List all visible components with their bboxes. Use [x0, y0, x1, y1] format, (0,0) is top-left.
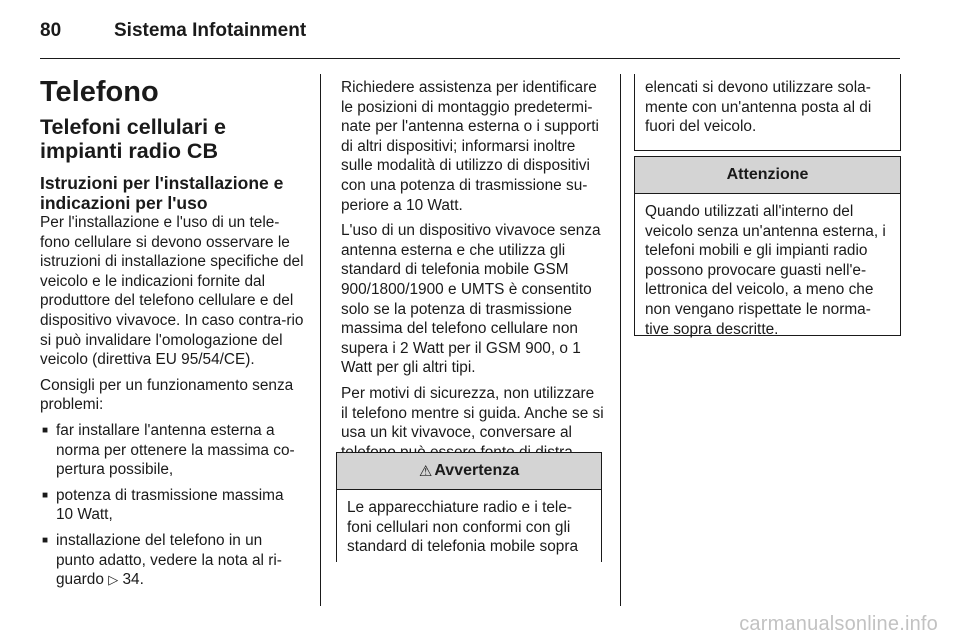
warning-title: Avvertenza [434, 462, 520, 479]
header-rule [40, 58, 900, 59]
list-item: ■ potenza di trasmissione massima 10 Watt, [40, 486, 304, 525]
paragraph-tips-intro: Consigli per un funzionamento senza problemi: [40, 376, 294, 414]
subsection-heading: Istruzioni per l'installazione e indicazioni per l'uso [40, 173, 284, 213]
section-title: Sistema Infotainment [114, 20, 307, 41]
continued-warning-text: elencati si devono utilizzare sola-mente con un'antenna posta al di fuori del veicolo. [645, 79, 872, 136]
column-divider-1 [320, 74, 321, 606]
warning-triangle-icon: ⚠ [418, 463, 433, 480]
page-reference[interactable]: 34. [122, 571, 144, 589]
page-reference-icon: ▷ [108, 572, 119, 588]
attention-text: Quando utilizzati all'interno del veicolo senza un'antenna esterna, i telefoni mobili e gli impianti radio possono provocare guasti nell'e-lettronica del veicolo, a meno che non vengano rispettate le norma-tive sopra descritte. [645, 203, 886, 338]
column-1 [40, 76, 304, 596]
list-item [40, 531, 304, 590]
attention-title: Attenzione [726, 166, 809, 183]
column-2 [341, 78, 605, 488]
page-header [40, 20, 306, 42]
warning-text: Le apparecchiature radio e i tele-foni cellulari non conformi con gli standard di telefonia mobile sopra [347, 499, 579, 556]
continued-warning-box [634, 74, 901, 151]
warning-box-header [337, 453, 601, 490]
attention-box-header [635, 157, 900, 194]
attention-box [634, 156, 901, 336]
watermark: carmanualsonline.info [739, 613, 938, 635]
page-number: 80 [40, 20, 62, 41]
chapter-heading: Telefono [40, 76, 159, 108]
tips-list [40, 421, 304, 590]
paragraph-safety: Per motivi di sicurezza, non utilizzare il telefono mentre si guida. Anche se si usa un kit vivavoce, conversare al [341, 384, 604, 442]
section-heading: Telefoni cellulari e impianti radio CB [40, 115, 226, 163]
paragraph-assistance: Richiedere assistenza per identificare le posizioni di montaggio predetermi-nate per l'antenna esterna o i supporti di altri dispositivi; informarsi inoltre sulle modalità di utilizzo di dispositivi con una potenza di trasmissione su-periore a 10 Watt. [341, 79, 599, 214]
column-divider-2 [620, 74, 621, 606]
list-item: ■ far installare l'antenna esterna a norma per ottenere la massima co-pertura possibile, [40, 421, 304, 480]
warning-box [336, 452, 602, 562]
paragraph-handsfree: L'uso di un dispositivo vivavoce senza antenna esterna e che utilizza gli standard di telefonia mobile GSM 900/1800/1900 e UMTS è consentito solo se la potenza di trasmissione massima del telefono cellulare non supera i 2 Watt per il GSM 900, o 1 Watt per gli altri tipi. [341, 222, 601, 377]
paragraph-installation: Per l'installazione e l'uso di un tele-fono cellulare si devono osservare le istruzioni di installazione specifiche del veicolo e le indicazioni fornite dal produttore del telefono cellulare e del dispositivo vivavoce. In caso contra-rio si può invalidare l'omologazione del veicolo (direttiva EU 95/54/CE). [40, 214, 304, 369]
list-item-text: installazione del telefono in un punto adatto, vedere la nota al ri-guardo [56, 531, 282, 589]
